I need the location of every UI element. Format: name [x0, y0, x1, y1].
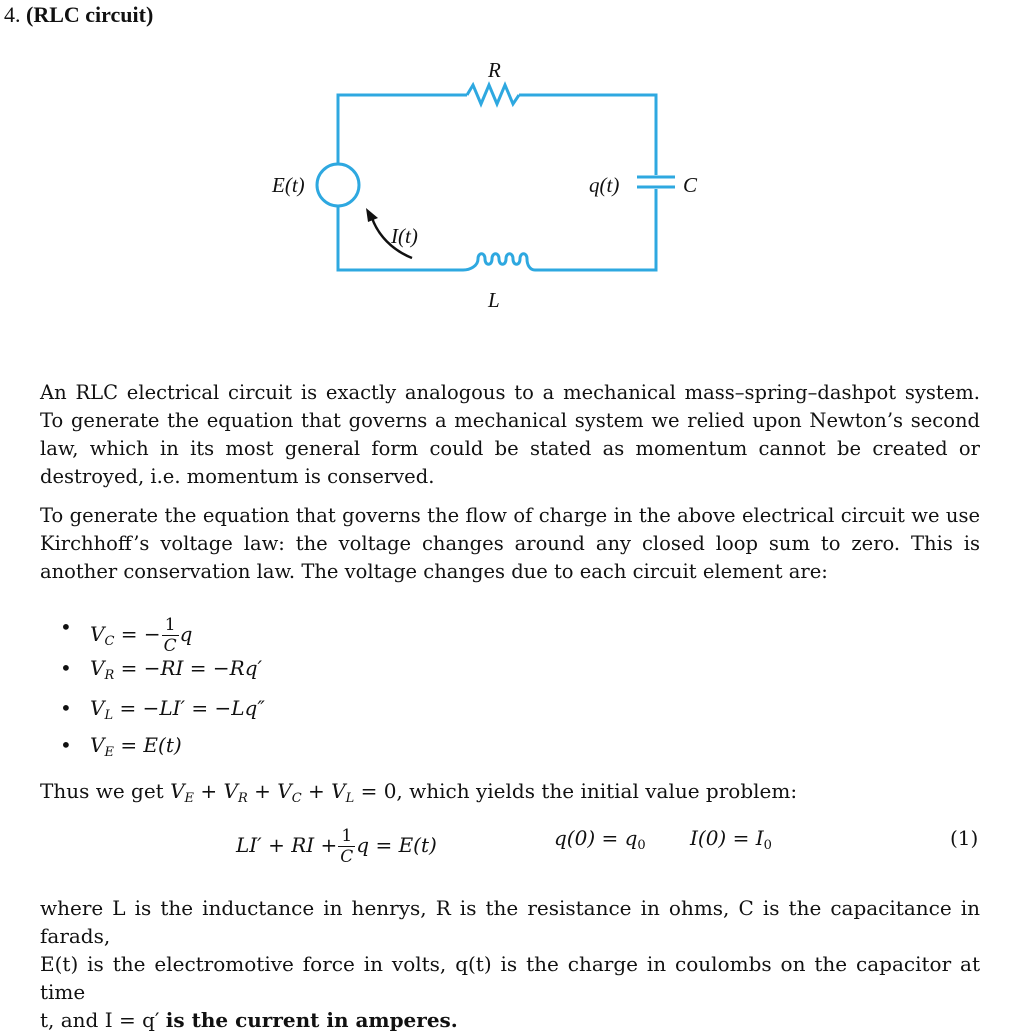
initial-condition-q: $q(0) = q_0$: [554, 826, 646, 853]
resistor-symbol: [467, 85, 519, 104]
problem-title: (RLC circuit): [26, 2, 154, 27]
ve-rhs: = E(t): [120, 733, 182, 757]
vr-rhs: = −RI = −Rq′: [120, 656, 263, 680]
label-C: C: [683, 173, 698, 197]
label-R: R: [488, 58, 501, 82]
circuit-wire-top-right: [519, 95, 656, 175]
circuit-wire-right-bottom: [535, 189, 656, 270]
label-L: L: [488, 288, 500, 312]
initial-condition-I: $I(0) = I_0$: [690, 826, 772, 853]
rlc-circuit-diagram: [0, 0, 1024, 330]
capacitor-symbol: [637, 177, 675, 187]
current-arrowhead: [366, 208, 378, 222]
label-q: q(t): [589, 173, 620, 197]
vl-rhs: = −LI′ = −Lq″: [119, 696, 265, 720]
ode-equation: LI′ + RI + $\frac{1}{C}$ q = E(t): [236, 826, 437, 867]
problem-number: 4.: [4, 2, 21, 27]
paragraph-definitions: [40, 894, 980, 1034]
paragraph-analogy: An RLC electrical circuit is exactly analogous to a mechanical mass–spring–dashpot system. To generate the equation that governs a mechanical system we relied upon Newton’s second law, which in its most general form could be stated as momentum cannot be created or destroyed, i.e. momentum is conserved.: [40, 381, 980, 488]
definitions-line-3: t, and I = q′ is the current in amperes.: [40, 1008, 458, 1032]
voltage-source-symbol: [317, 164, 359, 206]
definitions-line-2: E(t) is the electromotive force in volts, q(t) is the charge in coulombs on the capacitor at time: [40, 952, 980, 1004]
vc-rhs-prefix: = −: [120, 622, 161, 646]
label-I: I(t): [391, 224, 418, 248]
paragraph-kirchhoff: To generate the equation that governs the flow of charge in the above electrical circuit we use Kirchhoff’s voltage law: the voltage changes around any closed loop sum to zero. This is another conservation law. The voltage changes due to each circuit element are:: [40, 504, 980, 583]
circuit-wire-left-top: [338, 95, 467, 165]
equation-number: (1): [950, 826, 979, 850]
label-E: E(t): [272, 173, 305, 197]
thus-line: Thus we get $V_E + V_R + V_C + V_L = 0$, which yields the initial value problem:: [40, 779, 798, 806]
inductor-symbol: [463, 254, 535, 270]
definitions-line-1: where L is the inductance in henrys, R is the resistance in ohms, C is the capacitance in farads,: [40, 896, 980, 948]
